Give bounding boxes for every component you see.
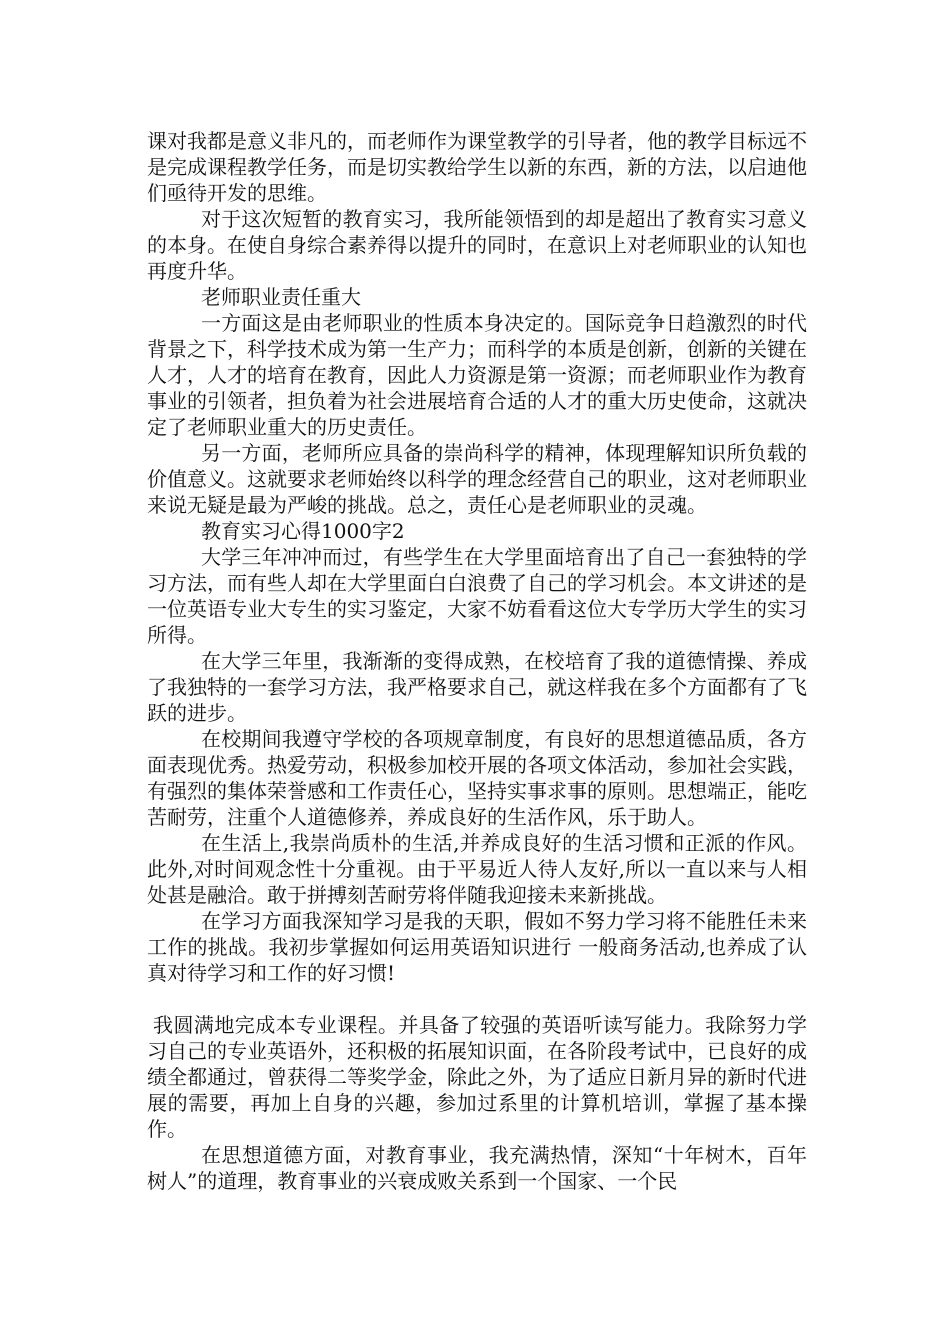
paragraph: 在校期间我遵守学校的各项规章制度，有良好的思想道德品质，各方面表现优秀。热爱劳动，积极参加校开展的各项文体活动，参加社会实践，有强烈的集体荣誉感和工作责任心，坚持实事求事的原则。思想端正，能吃苦耐劳，注重个人道德修养，养成良好的生活作风，乐于助人。 — [147, 727, 807, 829]
paragraph: 一方面这是由老师职业的性质本身决定的。国际竞争日趋激烈的时代背景之下，科学技术成为第一生产力；而科学的本质是创新，创新的关键在人才，人才的培育在教育，因此人力资源是第一资源；而老师职业作为教育事业的引领者，担负着为社会进展培育合适的人才的重大历史使命，这就决定了老师职业重大的历史责任。 — [147, 311, 807, 439]
paragraph: 在学习方面我深知学习是我的天职，假如不努力学习将不能胜任未来工作的挑战。我初步掌握如何运用英语知识进行 一般商务活动,也养成了认真对待学习和工作的好习惯! — [147, 909, 807, 985]
section-heading: 老师职业责任重大 — [201, 285, 361, 309]
paragraph: 另一方面，老师所应具备的崇尚科学的精神，体现理解知识所负载的价值意义。这就要求老师始终以科学的理念经营自己的职业，这对老师职业来说无疑是最为严峻的挑战。总之，责任心是老师职业的灵魂。 — [147, 441, 807, 517]
paragraph: 在生活上,我崇尚质朴的生活,并养成良好的生活习惯和正派的作风。此外,对时间观念性十分重视。由于平易近人待人友好,所以一直以来与人相处甚是融洽。敢于拼搏刻苦耐劳将伴随我迎接未来新挑战。 — [147, 831, 807, 907]
paragraph: 在思想道德方面，对教育事业，我充满热情，深知“十年树木，百年树人”的道理，教育事业的兴衰成败关系到一个国家、一个民 — [147, 1143, 807, 1193]
paragraph: 课对我都是意义非凡的，而老师作为课堂教学的引导者，他的教学目标远不是完成课程教学任务，而是切实教给学生以新的东西，新的方法，以启迪他们亟待开发的思维。 — [147, 129, 807, 205]
section-heading: 教育实习心得1000字2 — [201, 519, 405, 543]
paragraph: 大学三年冲冲而过，有些学生在大学里面培育出了自己一套独特的学习方法，而有些人却在大学里面白白浪费了自己的学习机会。本文讲述的是一位英语专业大专生的实习鉴定，大家不妨看看这位大专学历大学生的实习所得。 — [147, 545, 807, 647]
paragraph: 我圆满地完成本专业课程。并具备了较强的英语听读写能力。我除努力学习自己的专业英语外，还积极的拓展知识面，在各阶段考试中，已良好的成绩全都通过，曾获得二等奖学金，除此之外，为了适应日新月异的新时代进展的需要，再加上自身的兴趣，参加过系里的计算机培训，掌握了基本操作。 — [147, 1013, 807, 1141]
paragraph: 对于这次短暂的教育实习，我所能领悟到的却是超出了教育实习意义的本身。在使自身综合素养得以提升的同时，在意识上对老师职业的认知也再度升华。 — [147, 207, 807, 283]
document-body — [147, 128, 807, 1194]
paragraph: 在大学三年里，我渐渐的变得成熟，在校培育了我的道德情操、养成了我独特的一套学习方法，我严格要求自己，就这样我在多个方面都有了飞跃的进步。 — [147, 649, 807, 725]
